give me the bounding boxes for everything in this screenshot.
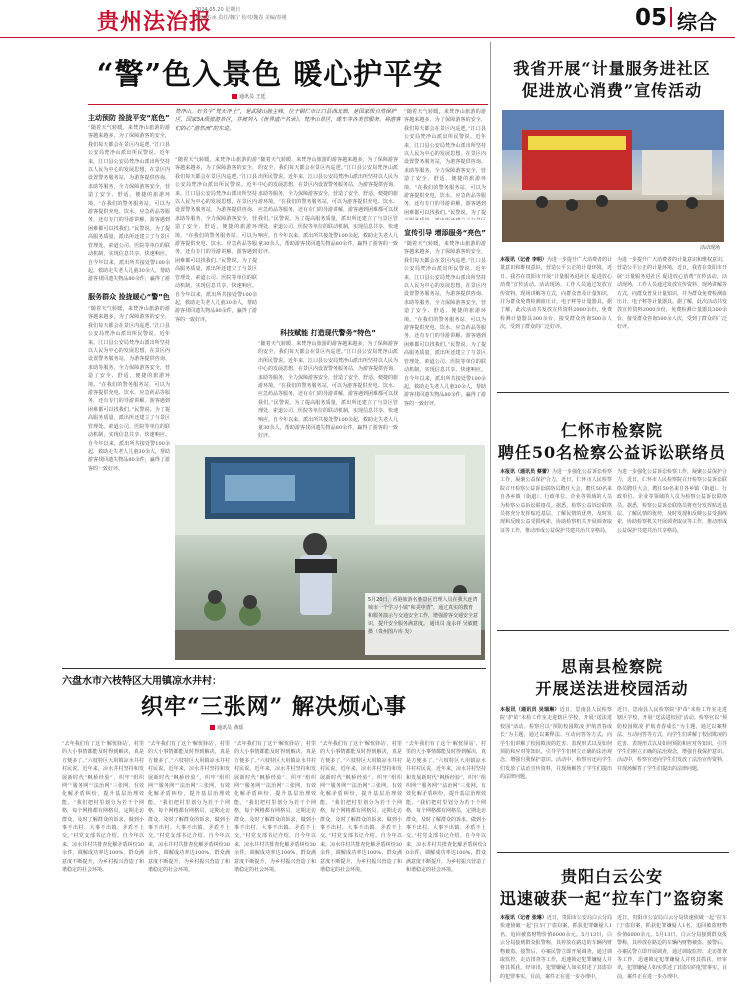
article3-body-text: 为进一步强化公益诉讼检察工作，凝聚公益保护合力，近日，仁怀市人民检察院召开检察公益诉讼联络员聘任大会，聘任50名来自各乡镇（街道）、行政单位、企业等领域的人员为检察公益诉讼联络员。据悉，检察公益诉讼联络员将充分发挥贴近基层、了解民情的优势，及时发现和反映公益受损线索，协助检察机关开展调查取证等工作，推动形成公益保护共建共治共享格局。 bbox=[500, 469, 612, 534]
article6-body-col3: “去年我们有了这个‘解忧驿站’，村里的大小事情都能及时得到解决，真是方便多了。”六枝特区大用镇凉水井村村民说。近年来，凉水井村坚持和发展新时代“枫桥经验”，织牢“组织网”“服务网”“法治网”三张网，有效化解矛盾纠纷，提升基层治理效能。“我们把村里划分为若干个网格，每个网格都有网格员，定期走访群众，及时了解群众的诉求，做到小事不出村、大事不出镇、矛盾不上交。”村党支部书记介绍。自今年以来，凉水井村共排查化解矛盾纠纷30余件，调解成功率达100%，群众满意度不断提升，为乡村振兴营造了和谐稳定的社会环境。 bbox=[234, 741, 316, 874]
article1-body-col3: “随着天气转暖，来梵净山旅游的游客越来越多，为了保障游客的安全，我们每天都会在景区内巡逻。”江口县公安局梵净山派出所民警说。近年来，江口县公安局梵净山派出所坚持以人民为中心的发展思想，在景区内设置警务服务站，为游客提供咨询、求助等服务，全力保障游客安全，营造了安全、舒适、便捷的旅游环境。“在我们的警务服务站，可以为游客提供充电、饮水、应急药品等服务，还有专门的导游讲解，游客遇到困难都可以找我们。”民警说。为了提高服务质量，派出所还建立了与景区管理处、索道公司、医院等单位的联动机制，实现信息共享、快速响应。自今年以来，派出所共接处警100余起，救助走失老人儿童30余人，帮助游客找回遗失物品80余件，赢得了游客的一致好评。 bbox=[258, 157, 398, 256]
article6-kicker: 六盘水市六枝特区大用镇凉水井村： bbox=[62, 676, 222, 687]
article6-body-col4: “去年我们有了这个‘解忧驿站’，村里的大小事情都能及时得到解决，真是方便多了。”六枝特区大用镇凉水井村村民说。近年来，凉水井村坚持和发展新时代“枫桥经验”，织牢“组织网”“服务网”“法治网”三张网，有效化解矛盾纠纷，提升基层治理效能。“我们把村里划分为若干个网格，每个网格都有网格员，定期走访群众，及时了解群众的诉求，做到小事不出村、大事不出镇、矛盾不上交。”村党支部书记介绍。自今年以来，凉水井村共排查化解矛盾纠纷30余件，调解成功率达100%，群众满意度不断提升，为乡村振兴营造了和谐稳定的社会环境。 bbox=[320, 741, 402, 874]
article1-rule bbox=[88, 104, 488, 105]
article1-subhead-3: 科技赋能 打造现代警务“特色” bbox=[280, 329, 376, 337]
article5-headline-line2: 迅速破获一起“拉车门”盗窃案 bbox=[499, 889, 725, 908]
article2-headline bbox=[497, 58, 727, 102]
article4-body-text: 近日，思南县人民检察院“护苗”未检工作室走进辖区学校，开展“送法进校园”活动。检察官以“预防校园欺凌 护航青春成长”为主题，通过以案释法、互动问答等方式，向学生们讲解了校园欺凌的危害、表现形式以及如何预防和应对等知识，引导学生们树立正确的法治观念，增强自我保护意识。活动中，检察官还向学生们发放了法治宣传资料，并现场解答了学生们提出的法律问题。 bbox=[500, 707, 612, 781]
article2-byline: 本报讯（记者 李明） bbox=[500, 257, 547, 263]
article3-headline-line1: 仁怀市检察院 bbox=[560, 421, 663, 440]
masthead-divider bbox=[670, 7, 672, 27]
photo-caption-text: 5月20日，香港旅游名胜景区管理人员在我大连湾城市一个学习小镇“和美中青”，通过真实的教育和服务演示与交通安全工作，增强游客交通安全意识，提升安全服务满意度。 bbox=[368, 597, 479, 627]
article3-headline bbox=[497, 420, 727, 464]
booth-scene-illustration bbox=[502, 110, 724, 242]
article5-body-text: 近日，贵阳市公安局白云分局快速侦破一起“拉车门”盗窃案，抓获犯罪嫌疑人1名，追回被盗财物价值6000余元。5月13日，白云分局接到群众报警称，其停放在路边的车辆内财物被盗。接警后，办案民警立即开展调查，通过调取监控、走访排查等工作，迅速锁定犯罪嫌疑人并将其抓获。经审讯，犯罪嫌疑人如实供述了其盗窃的犯罪事实。目前，案件正在进一步办理中。 bbox=[500, 915, 612, 980]
article1-subhead-2: 服务群众 捡拢暖心“警”色 bbox=[88, 293, 170, 301]
article5-headline-line1: 贵阳白云公安 bbox=[560, 867, 663, 886]
rule-4 bbox=[497, 852, 729, 853]
article4-body-col2: 近日，思南县人民检察院“护苗”未检工作室走进辖区学校，开展“送法进校园”活动。检察官以“预防校园欺凌 护航青春成长”为主题，通过以案释法、互动问答等方式，向学生们讲解了校园欺凌的危害、表现形式以及如何预防和应对等知识，引导学生们树立正确的法治观念，增强自我保护意识。活动中，检察官还向学生们发放了法治宣传资料，并现场解答了学生们提出的法律问题。 bbox=[617, 707, 727, 772]
page-section-name: 综合 bbox=[677, 10, 717, 34]
article1-headline: “警”色入景色 暖心护平安 bbox=[96, 57, 444, 91]
masthead bbox=[0, 0, 735, 38]
article1-subhead-1: 主动预防 捡拢平安“底色” bbox=[88, 114, 170, 122]
article5-body-col2: 近日，贵阳市公安局白云分局快速侦破一起“拉车门”盗窃案，抓获犯罪嫌疑人1名，追回被盗财物价值6000余元。5月13日，白云分局接到群众报警称，其停放在路边的车辆内财物被盗。接警后，办案民警立即开展调查，通过调取监控、走访排查等工作，迅速锁定犯罪嫌疑人并将其抓获。经审讯，犯罪嫌疑人如实供述了其盗窃的犯罪事实。目前，案件正在进一步办理中。 bbox=[617, 915, 727, 980]
article1-body-col4: “随着天气转暖，来梵净山旅游的游客越来越多，为了保障游客的安全，我们每天都会在景区内巡逻。”江口县公安局梵净山派出所民警说。近年来，江口县公安局梵净山派出所坚持以人民为中心的发展思想，在景区内设置警务服务站，为游客提供咨询、求助等服务，全力保障游客安全，营造了安全、舒适、便捷的旅游环境。“在我们的警务服务站，可以为游客提供充电、饮水、应急药品等服务，还有专门的导游讲解，游客遇到困难都可以找我们。”民警说。为了提 bbox=[404, 109, 486, 216]
editor-credits: 首编/方承 责任/魏宁 校对/魏春 美编/春刚 bbox=[195, 15, 287, 21]
article4-headline bbox=[497, 656, 727, 700]
column-divider bbox=[490, 42, 491, 982]
article4-body-col1 bbox=[500, 706, 612, 846]
article6-body-col1: “去年我们有了这个‘解忧驿站’，村里的大小事情都能及时得到解决，真是方便多了。”六枝特区大用镇凉水井村村民说。近年来，凉水井村坚持和发展新时代“枫桥经验”，织牢“组织网”“服务网”“法治网”三张网，有效化解矛盾纠纷，提升基层治理效能。“我们把村里划分为若干个网格，每个网格都有网格员，定期走访群众，及时了解群众的诉求，做到小事不出村、大事不出镇、矛盾不上交。”村党支部书记介绍。自今年以来，凉水井村共排查化解矛盾纠纷30余件，调解成功率达100%，群众满意度不断提升，为乡村振兴营造了和谐稳定的社会环境。 bbox=[62, 741, 144, 874]
article5-byline: 本报讯（记者 张琳） bbox=[500, 915, 547, 921]
article1-byline: 通讯员 王廷 bbox=[232, 93, 266, 100]
article6-body-col2: “去年我们有了这个‘解忧驿站’，村里的大小事情都能及时得到解决，真是方便多了。”六枝特区大用镇凉水井村村民说。近年来，凉水井村坚持和发展新时代“枫桥经验”，织牢“组织网”“服务网”“法治网”三张网，有效化解矛盾纠纷，提升基层治理效能。“我们把村里划分为若干个网格，每个网格都有网格员，定期走访群众，及时了解群众的诉求，做到小事不出村、大事不出镇、矛盾不上交。”村党支部书记介绍。自今年以来，凉水井村共排查化解矛盾纠纷30余件，调解成功率达100%，群众满意度不断提升，为乡村振兴营造了和谐稳定的社会环境。 bbox=[148, 741, 230, 874]
article1-subhead-4: 宣传引导 增添服务“亮色” bbox=[404, 229, 486, 237]
article3-body-col2: 为进一步强化公益诉讼检察工作，凝聚公益保护合力，近日，仁怀市人民检察院召开检察公益诉讼联络员聘任大会，聘任50名来自各乡镇（街道）、行政单位、企业等领域的人员为检察公益诉讼联络员。据悉，检察公益诉讼联络员将充分发挥贴近基层、了解民情的优势，及时发现和反映公益受损线索，协助检察机关开展调查取证等工作，推动形成公益保护共建共治共享格局。 bbox=[617, 469, 727, 534]
article6-byline: 通讯员 黄瑶 bbox=[210, 724, 244, 731]
issue-info bbox=[195, 6, 287, 22]
article5-body-col1 bbox=[500, 914, 612, 986]
article3-body-col1 bbox=[500, 468, 612, 618]
article6-body-col5: “去年我们有了这个‘解忧驿站’，村里的大小事情都能及时得到解决，真是方便多了。”六枝特区大用镇凉水井村村民说。近年来，凉水井村坚持和发展新时代“枫桥经验”，织牢“组织网”“服务网”“法治网”三张网，有效化解矛盾纠纷，提升基层治理效能。“我们把村里划分为若干个网格，每个网格都有网格员，定期走访群众，及时了解群众的诉求，做到小事不出村、大事不出镇、矛盾不上交。”村党支部书记介绍。自今年以来，凉水井村共排查化解矛盾纠纷30余件，调解成功率达100%，群众满意度不断提升，为乡村振兴营造了和谐稳定的社会环境。 bbox=[406, 741, 486, 874]
article1-body-col4b: “随着天气转暖，来梵净山旅游的游客越来越多，为了保障游客的安全，我们每天都会在景区内巡逻。”江口县公安局梵净山派出所民警说。近年来，江口县公安局梵净山派出所坚持以人民为中心的发展思想，在景区内设置警务服务站，为游客提供咨询、求助等服务，全力保障游客安全，营造了安全、舒适、便捷的旅游环境。“在我们的警务服务站，可以为游客提供充电、饮水、应急药品等服务，还有专门的导游讲解，游客遇到困难都可以找我们。”民警说。为了提高服务质量，派出所还建立了与景区管理处、索道公司、医院等单位的联动机制，实现信息共享、快速响应。自今年以来，派出所共接处警100余起，救助走失老人儿童30余人，帮助游客找回遗失物品80余件，赢得了游客的一致好评。 bbox=[404, 241, 486, 407]
article1-lead: 梵净山，好名字“梵天净土”，是武陵山脉主峰，位于铜仁市江口县西北部，是国家级自然保护区，国家5A级旅游景区，并被列入《世界遗产名录》。梵净山景区，缆车等各类营服务，将游客们的心“游然而”的东进。 bbox=[175, 109, 401, 132]
article2-body-col1 bbox=[500, 256, 612, 386]
article2-body-text: 为进一步提升广大消费者的计量意识和维权意识，营造公平公正的计量环境，近日，我省在贵阳市开展“计量服务进社区 促进放心消费”宣传活动。活动现场，工作人员通过发放宣传资料、现场讲解等方式，向群众普及计量知识，并为群众免费检测血压计、电子秤等计量器具。据了解，此次活动共发放宣传资料2000余份，免费检测计量器具300余台，接受群众咨询500余人次，受到了群众的广泛好评。 bbox=[500, 257, 612, 331]
article2-headline-line2: 促进放心消费”宣传活动 bbox=[521, 81, 703, 100]
article3-headline-line2: 聘任50名检察公益诉讼联络员 bbox=[497, 443, 727, 462]
page-number: 05 bbox=[634, 5, 667, 31]
article2-headline-line1: 我省开展“计量服务进社区 bbox=[513, 59, 711, 78]
article1-body-col3b: “随着天气转暖，来梵净山旅游的游客越来越多，为了保障游客的安全，我们每天都会在景区内巡逻。”江口县公安局梵净山派出所民警说。近年来，江口县公安局梵净山派出所坚持以人民为中心的发展思想，在景区内设置警务服务站，为游客提供咨询、求助等服务，全力保障游客安全，营造了安全、舒适、便捷的旅游环境。“在我们的警务服务站，可以为游客提供充电、饮水、应急药品等服务，还有专门的导游讲解，游客遇到困难都可以找我们。”民警说。为了提高服务质量，派出所还建立了与景区管理处、索道公司、医院等单位的联动机制，实现信息共享、快速响应。自今年以来，派出所共接处警100余起，救助走失老人儿童30余人，帮助游客找回遗失物品80余件，赢得了游客的一致好评。 bbox=[258, 341, 398, 440]
article5-headline bbox=[497, 866, 727, 910]
article1-photo bbox=[175, 445, 485, 660]
article2-body-col2: 为进一步提升广大消费者的计量意识和维权意识，营造公平公正的计量环境，近日，我省在贵阳市开展“计量服务进社区 促进放心消费”宣传活动。活动现场，工作人员通过发放宣传资料、现场讲解等方式，向群众普及计量知识，并为群众免费检测血压计、电子秤等计量器具。据了解，此次活动共发放宣传资料2000余份，免费检测计量器具300余台，接受群众咨询500余人次，受到了群众的广泛好评。 bbox=[617, 257, 727, 331]
rule-2 bbox=[497, 392, 729, 393]
article4-headline-line2: 开展送法进校园活动 bbox=[535, 679, 689, 698]
article4-headline-line1: 思南县检察院 bbox=[560, 657, 663, 676]
issue-date: 2024.05.20 星期日 bbox=[195, 7, 241, 13]
rule-3 bbox=[497, 630, 729, 631]
article1-body-col2: “随着天气转暖，来梵净山旅游的游客越来越多，为了保障游客的安全，我们每天都会在景区内巡逻。”江口县公安局梵净山派出所民警说。近年来，江口县公安局梵净山派出所坚持以人民为中心的发展思想，在景区内设置警务服务站，为游客提供咨询、求助等服务，全力保障游客安全，营造了安全、舒适、便捷的旅游环境。“在我们的警务服务站，可以为游客提供充电、饮水、应急药品等服务，还有专门的导游讲解，游客遇到困难都可以找我们。”民警说。为了提高服务质量，派出所还建立了与景区管理处、索道公司、医院等单位的联动机制，实现信息共享、快速响应。自今年以来，派出所共接处警100余起，救助走失老人儿童30余人，帮助游客找回遗失物品80余件，赢得了游客的一致好评。 bbox=[175, 157, 257, 323]
newspaper-logo: 贵州法治报 bbox=[97, 9, 213, 35]
photo-credit: 通讯员 庞永祥 吴敏健 摄（贵州图片库 发） bbox=[368, 621, 478, 635]
article2-photo-caption: 活动现场 bbox=[699, 245, 720, 251]
article3-byline: 本报讯（通讯员 蔡蕾） bbox=[500, 469, 552, 475]
article1-photo-caption bbox=[365, 593, 481, 655]
article1-body-col1b: “随着天气转暖，来梵净山旅游的游客越来越多，为了保障游客的安全，我们每天都会在景区内巡逻。”江口县公安局梵净山派出所民警说。近年来，江口县公安局梵净山派出所坚持以人民为中心的发展思想，在景区内设置警务服务站，为游客提供咨询、求助等服务，全力保障游客安全，营造了安全、舒适、便捷的旅游环境。“在我们的警务服务站，可以为游客提供充电、饮水、应急药品等服务，还有专门的导游讲解，游客遇到困难都可以找我们。”民警说。为了提高服务质量，派出所还建立了与景区管理处、索道公司、医院等单位的联动机制，实现信息共享、快速响应。自今年以来，派出所共接处警100余起，救助走失老人儿童30余人，帮助游客找回遗失物品80余件，赢得了游客的一致好评。 bbox=[88, 306, 170, 472]
article1-body-col1: “随着天气转暖，来梵净山旅游的游客越来越多，为了保障游客的安全，我们每天都会在景区内巡逻。”江口县公安局梵净山派出所民警说。近年来，江口县公安局梵净山派出所坚持以人民为中心的发展思想，在景区内设置警务服务站，为游客提供咨询、求助等服务，全力保障游客安全，营造了安全、舒适、便捷的旅游环境。“在我们的警务服务站，可以为游客提供充电、饮水、应急药品等服务，还有专门的导游讲解，游客遇到困难都可以找我们。”民警说。为了提高服务质量，派出所还建立了与景区管理处、索道公司、医院等单位的联动机制，实现信息共享、快速响应。自今年以来，派出所共接处警100余起，救助走失老人儿童30余人，帮助游客找回遗失物品80余件，赢得了游 bbox=[88, 125, 170, 283]
rule-6 bbox=[62, 668, 486, 669]
article4-byline: 本报讯（通讯员 吴瑞琳） bbox=[500, 707, 560, 713]
article2-photo bbox=[502, 110, 724, 242]
article6-headline: 织牢“三张网” 解决烦心事 bbox=[141, 694, 407, 720]
